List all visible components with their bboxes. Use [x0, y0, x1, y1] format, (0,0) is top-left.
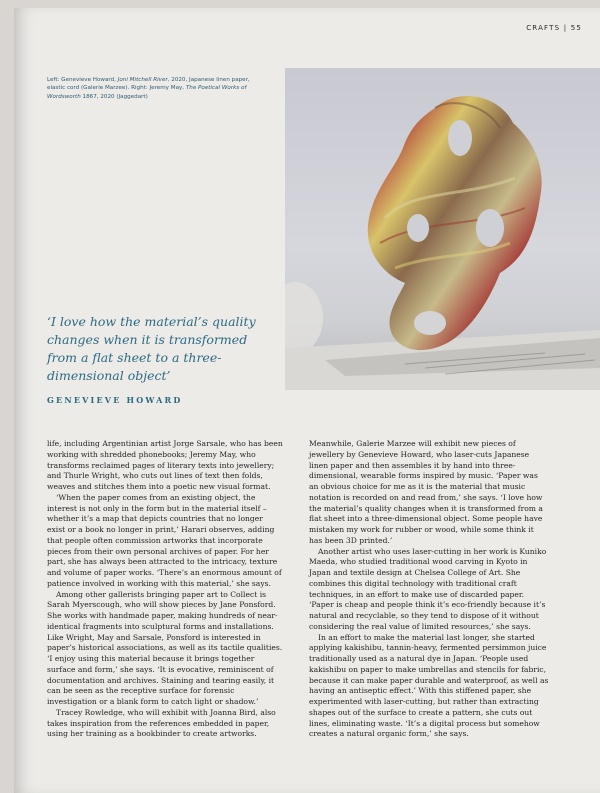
paragraph: Tracey Rowledge, who will exhibit with Joanna Bird, also takes inspiration from the references embedded in paper, using her training as a bookbinder to create artworks. [47, 707, 276, 739]
caption-work1-title: Joni Mitchell River [117, 77, 168, 83]
article-column-left [47, 439, 283, 740]
paper-sculpture-image [285, 68, 600, 390]
paragraph: ‘When the paper comes from an existing object, the interest is not only in the form but in the material itself – whether it’s a map that depicts countries that no longer exist or a book no longer in print,’ Harari observes, adding that people often commission artworks that incorporate pieces from their own personal archives of paper. For her part, she has always been attracted to the intricacy, texture and volume of paper works. ‘There’s an enormous amount of patience involved in working with this material,’ she says. [47, 492, 282, 588]
sculpture-photo [285, 68, 600, 390]
caption-prefix: Left: Genevieve Howard, [47, 77, 118, 83]
paragraph: Another artist who uses laser-cutting in her work is Kuniko Maeda, who studied traditional wood carving in Kyoto in Japan and textile design at Chelsea College of Art. She combines this digital technology with traditional craft techniques, in an effort to make use of discarded paper. ‘Paper is cheap and people think it’s eco-friendly because it’s natural and recyclable, so they tend to dispose of it without considering the real value of limited resources,’ she says. [309, 546, 547, 631]
caption-work2-rest: 1867, 2020 (Jaggedart) [80, 93, 148, 100]
paragraph: Meanwhile, Galerie Marzee will exhibit new pieces of jewellery by Genevieve Howard, who laser-cuts Japanese linen paper and then assembles it by hand into three-dimensional, wearable forms inspired by music. ‘Paper was an obvious choice for me as it is the material that music notation is recorded on and read from,’ she says. ‘I love how the material’s quality changes when it is transformed from a flat sheet into a three-dimensional object. Some people have mistaken my work for rubber or wood, while some think it has been 3D printed.’ [309, 439, 543, 545]
pull-quote: ‘I love how the material’s quality changes when it is transformed from a flat sheet to a three-dimensional object’ [47, 314, 256, 383]
caption-work1-rest: , 2020, Japanese linen paper, elastic cord (Galerie Marzee). [47, 77, 250, 92]
caption-prefix2: Right: Jeremy May, [129, 85, 186, 92]
running-head: CRAFTS | 55 [526, 24, 582, 32]
photo-caption [47, 76, 252, 101]
magazine-page [14, 8, 600, 793]
pull-quote-attribution: GENEVIEVE HOWARD [47, 395, 183, 405]
article-column-right [309, 439, 549, 740]
paragraph: life, including Argentinian artist Jorge Sarsale, who has been working with shredded phonebooks; Jeremy May, who transforms reclaimed pages of literary texts into jewellery; and Thurle Wright, who cuts out lines of text then folds, weaves and stitches them into a poetic new visual format. [47, 439, 283, 491]
paragraph: In an effort to make the material last longer, she started applying kakishibu, tannin-heavy, fermented persimmon juice traditionally used as a natural dye in Japan. ‘People used kakishibu on paper to make umbrellas and stencils for fabric, because it can make paper durable and waterproof, as well as having an antiseptic effect.’ With this stiffened paper, she experimented with laser-cutting, but rather than extracting shapes out of the surface to create a pattern, she cuts out lines, eliminating waste. ‘It’s a digital process but somehow creates a natural organic form,’ she says. [309, 632, 549, 739]
paragraph: Among other gallerists bringing paper art to Collect is Sarah Myerscough, who will show pieces by Jane Ponsford. She works with handmade paper, making hundreds of near-identical fragments into sculptural forms and installations. Like Wright, May and Sarsale, Ponsford is interested in paper’s historical associations, as well as its tactile qualities. ‘I enjoy using this material because it brings together surface and form,’ she says. ‘It is evocative, reminiscent of documentation and archives. Staining and tearing easily, it can be seen as the receptive surface for forensic investigation or a blank form to catch light or shadow.’ [47, 589, 283, 706]
caption-work2-title: The Poetical Works of Wordsworth [47, 85, 247, 100]
